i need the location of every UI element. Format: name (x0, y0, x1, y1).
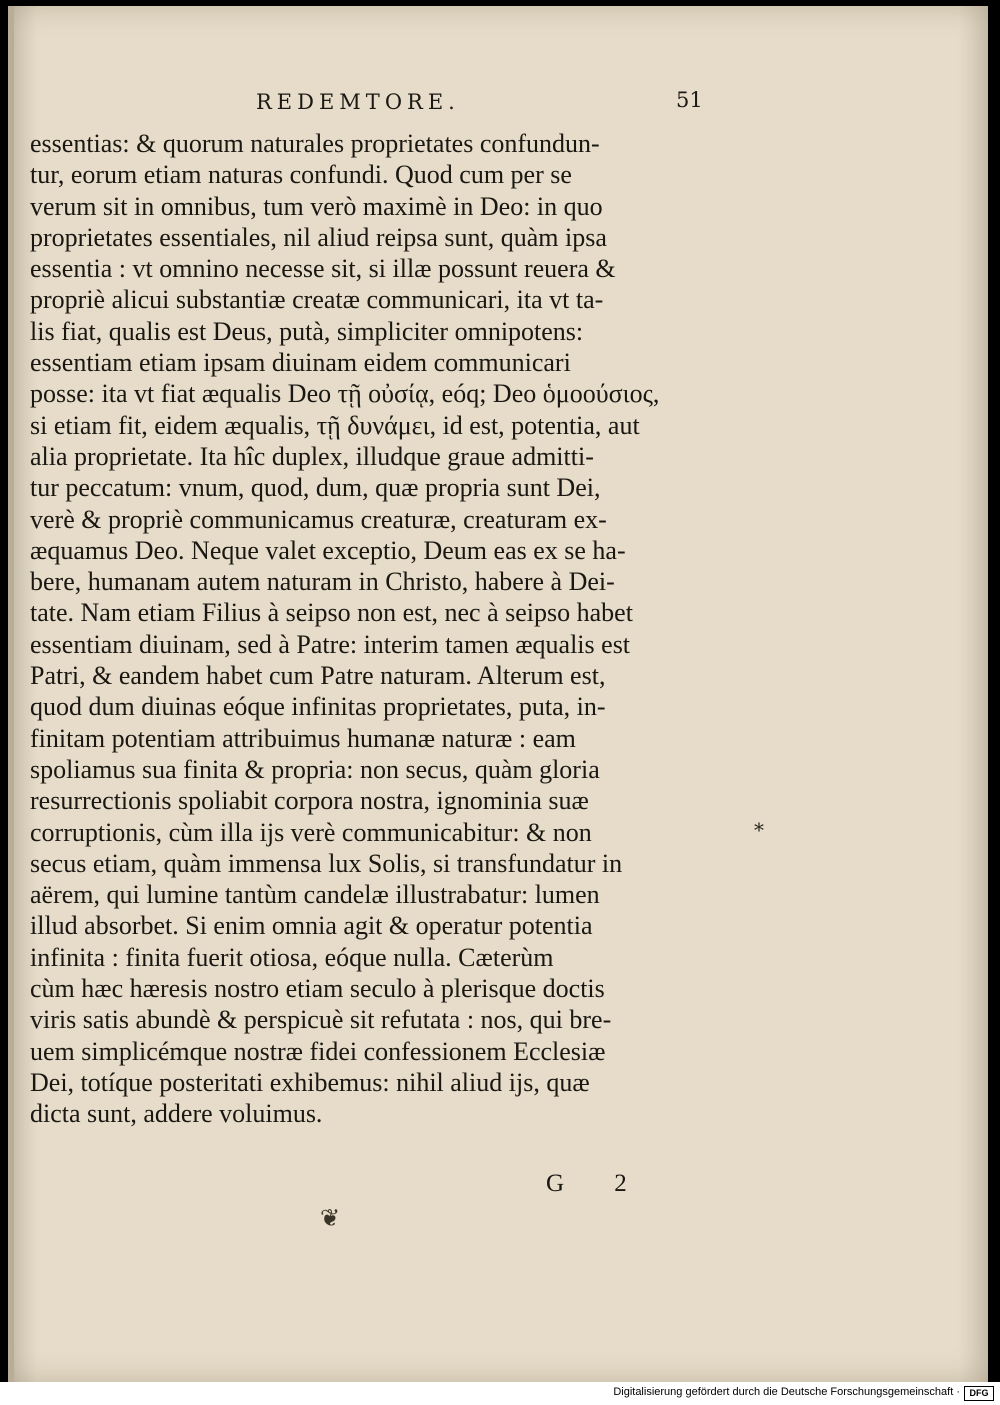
text-line: tur peccatum: vnum, quod, dum, quæ propria sunt Dei, (30, 473, 601, 503)
text-line: infinita : finita fuerit otiosa, eóque nulla. Cæterùm (30, 942, 554, 972)
body-text (30, 128, 730, 1130)
text-line: verè & propriè communicamus creaturæ, creaturam ex- (30, 504, 607, 534)
text-line: resurrectionis spoliabit corpora nostra, ignominia suæ (30, 786, 589, 816)
footer-credit: Digitalisierung gefördert durch die Deutsche Forschungsgemeinschaft · (613, 1386, 960, 1398)
signature-mark: G 2 (546, 1170, 649, 1197)
page-number: 51 (676, 88, 703, 112)
text-line: cùm hæc hæresis nostro etiam seculo à plerisque doctis (30, 974, 605, 1004)
footer-bar (0, 1382, 1000, 1405)
text-line: secus etiam, quàm immensa lux Solis, si transfundatur in (30, 848, 623, 878)
text-line: uem simplicémque nostræ fidei confessionem Ecclesiæ (30, 1036, 606, 1066)
text-line: æquamus Deo. Neque valet exceptio, Deum eas ex se ha- (30, 535, 626, 565)
text-line: propriè alicui substantiæ creatæ communicari, ita vt ta- (30, 285, 604, 315)
text-line: tate. Nam etiam Filius à seipso non est, nec à seipso habet (30, 598, 633, 628)
text-line: aërem, qui lumine tantùm candelæ illustrabatur: lumen (30, 880, 600, 910)
text-line: tur, eorum etiam naturas confundi. Quod cum per se (30, 160, 572, 190)
text-line: Dei, totíque posteritati exhibemus: nihil aliud ijs, quæ (30, 1067, 590, 1097)
book-page (8, 6, 988, 1382)
running-head: REDEMTORE. (256, 90, 460, 114)
page-header (8, 90, 988, 130)
text-line: si etiam fit, eidem æqualis, τῇ δυνάμει, id est, potentia, aut (30, 410, 640, 440)
text-line: finitam potentiam attribuimus humanæ naturæ : eam (30, 723, 576, 753)
text-line: quod dum diuinas eóque infinitas proprietates, puta, in- (30, 692, 606, 722)
text-line: alia proprietate. Ita hîc duplex, illudque graue admitti- (30, 441, 594, 471)
text-line: illud absorbet. Si enim omnia agit & operatur potentia (30, 911, 593, 941)
text-line: lis fiat, qualis est Deus, putà, simpliciter omnipotens: (30, 316, 584, 346)
page-edge (8, 6, 14, 1382)
text-line: bere, humanam autem naturam in Christo, habere à Dei- (30, 567, 615, 597)
text-line: essentiam etiam ipsam diuinam eidem communicari (30, 348, 571, 378)
text-line: essentiam diuinam, sed à Patre: interim tamen æqualis est (30, 629, 631, 659)
ornament-icon: ❦ (320, 1204, 341, 1232)
text-line: Patri, & eandem habet cum Patre naturam. Alterum est, (30, 661, 606, 691)
text-line: dicta sunt, addere voluimus. (30, 1099, 323, 1129)
text-line: essentia : vt omnino necesse sit, si illæ possunt reuera & (30, 254, 616, 284)
text-line: spoliamus sua finita & propria: non secus, quàm gloria (30, 754, 600, 784)
text-line: essentias: & quorum naturales proprietates confundun- (30, 129, 600, 158)
text-line: proprietates essentiales, nil aliud reipsa sunt, quàm ipsa (30, 222, 607, 252)
text-line: verum sit in omnibus, tum verò maximè in Deo: in quo (30, 191, 603, 221)
dfg-logo-icon: DFG (964, 1386, 994, 1401)
text-line: corruptionis, cùm illa ijs verè communicabitur: & non (30, 817, 592, 847)
text-line: viris satis abundè & perspicuè sit refutata : nos, qui bre- (30, 1005, 612, 1035)
text-line: posse: ita vt fiat æqualis Deo τῇ οὐσίᾳ, eóq; Deo ὁμοούσιος, (30, 379, 660, 409)
margin-mark: * (754, 818, 764, 842)
